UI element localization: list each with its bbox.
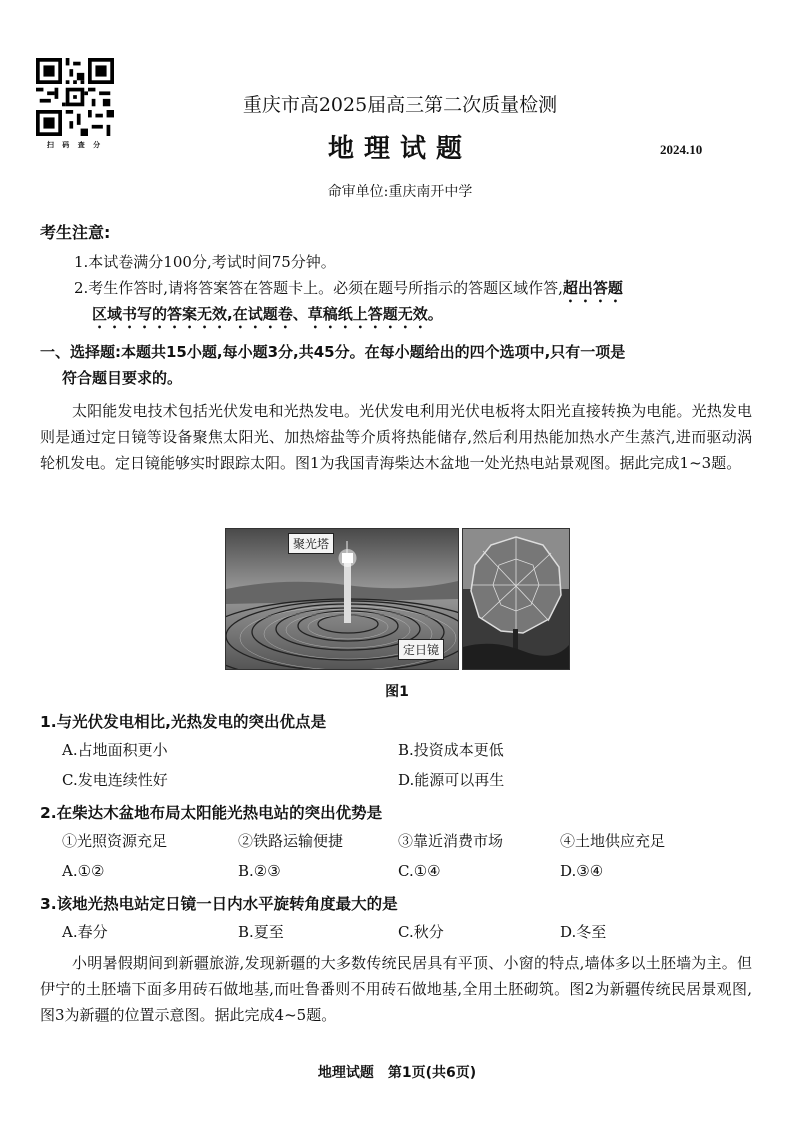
question-2-item-1: ①光照资源充足 xyxy=(62,832,168,850)
qr-code xyxy=(36,58,114,136)
question-2-option-c: C.①④ xyxy=(398,862,441,880)
heliostat-mirror-image xyxy=(463,529,569,669)
question-2-item-3: ③靠近消费市场 xyxy=(398,832,504,850)
question-2-option-b: B.②③ xyxy=(238,862,281,880)
section1-instruction-line-1: 一、选择题:本题共15小题,每小题3分,共45分。在每小题给出的四个选项中,只有一项是 xyxy=(40,343,626,361)
notice-item-2-text: 2.考生作答时,请将答案答在答题卡上。必须在题号所指示的答题区域作答, xyxy=(74,279,563,297)
exam-title: 重庆市高2025届高三第二次质量检测 xyxy=(242,94,558,116)
question-3-option-d: D.冬至 xyxy=(560,923,607,941)
question-2-item-4: ④土地供应充足 xyxy=(560,832,666,850)
question-2-option-a: A.①② xyxy=(62,862,105,880)
question-2-item-2: ②铁路运输便捷 xyxy=(238,832,344,850)
question-3-option-b: B.夏至 xyxy=(238,923,284,941)
question-1-option-d: D.能源可以再生 xyxy=(398,771,505,789)
question-1-stem: 1.与光伏发电相比,光热发电的突出优点是 xyxy=(40,713,327,731)
passage-2: 小明暑假期间到新疆旅游,发现新疆的大多数传统民居具有平顶、小窗的特点,墙体多以土胚墙为主。但伊宁的土胚墙下面多用砖石做地基,而吐鲁番则不用砖石做地基,全用土胚砌筑。图2为新疆传统民居景观图,图3为新疆的位置示意图。据此完成4~5题。 xyxy=(40,954,752,1024)
label-tower: 聚光塔 xyxy=(288,533,334,554)
figure-1-caption: 图1 xyxy=(385,684,409,700)
question-2-option-d: D.③④ xyxy=(560,862,604,880)
question-1-option-b: B.投资成本更低 xyxy=(398,741,504,759)
question-2-stem: 2.在柴达木盆地布局太阳能光热电站的突出优势是 xyxy=(40,804,383,822)
notice-item-1: 1.本试卷满分100分,考试时间75分钟。 xyxy=(74,253,336,271)
question-1-option-c: C.发电连续性好 xyxy=(62,771,168,789)
passage-1: 太阳能发电技术包括光伏发电和光热发电。光伏发电利用光伏电板将太阳光直接转换为电能。光热发电则是通过定日镜等设备聚焦太阳光、加热熔盐等介质将热能储存,然后利用热能加热水产生蒸汽,进而驱动涡轮机发电。定日镜能够实时跟踪太阳。图1为我国青海柴达木盆地一处光热电站景观图。据此完成1~3题。 xyxy=(40,402,752,472)
exam-date: 2024.10 xyxy=(660,142,703,157)
notice-heading: 考生注意: xyxy=(40,223,111,242)
section1-instruction-line-2: 符合题目要求的。 xyxy=(62,369,183,387)
figure-1-right-photo xyxy=(462,528,570,670)
compiling-unit: 命审单位:重庆南开中学 xyxy=(327,184,473,200)
question-1-option-a: A.占地面积更小 xyxy=(62,741,168,759)
question-3-stem: 3.该地光热电站定日镜一日内水平旋转角度最大的是 xyxy=(40,895,398,913)
notice-item-2-line-2: 区域书写的答案无效,在试题卷、草稿纸上答题无效。 xyxy=(92,305,443,323)
label-mirror: 定日镜 xyxy=(398,639,444,660)
qr-caption: 扫 码 查 分 xyxy=(46,140,104,149)
page-footer: 地理试题 第1页(共6页) xyxy=(317,1065,477,1081)
question-3-option-c: C.秋分 xyxy=(398,923,444,941)
subject-title: 地理试题 xyxy=(327,134,472,164)
figure-1-left-photo xyxy=(225,528,459,670)
notice-item-2-line-1 xyxy=(74,278,623,306)
notice-item-2-emphasis: 超出答题 xyxy=(562,279,623,297)
question-3-option-a: A.春分 xyxy=(62,923,108,941)
